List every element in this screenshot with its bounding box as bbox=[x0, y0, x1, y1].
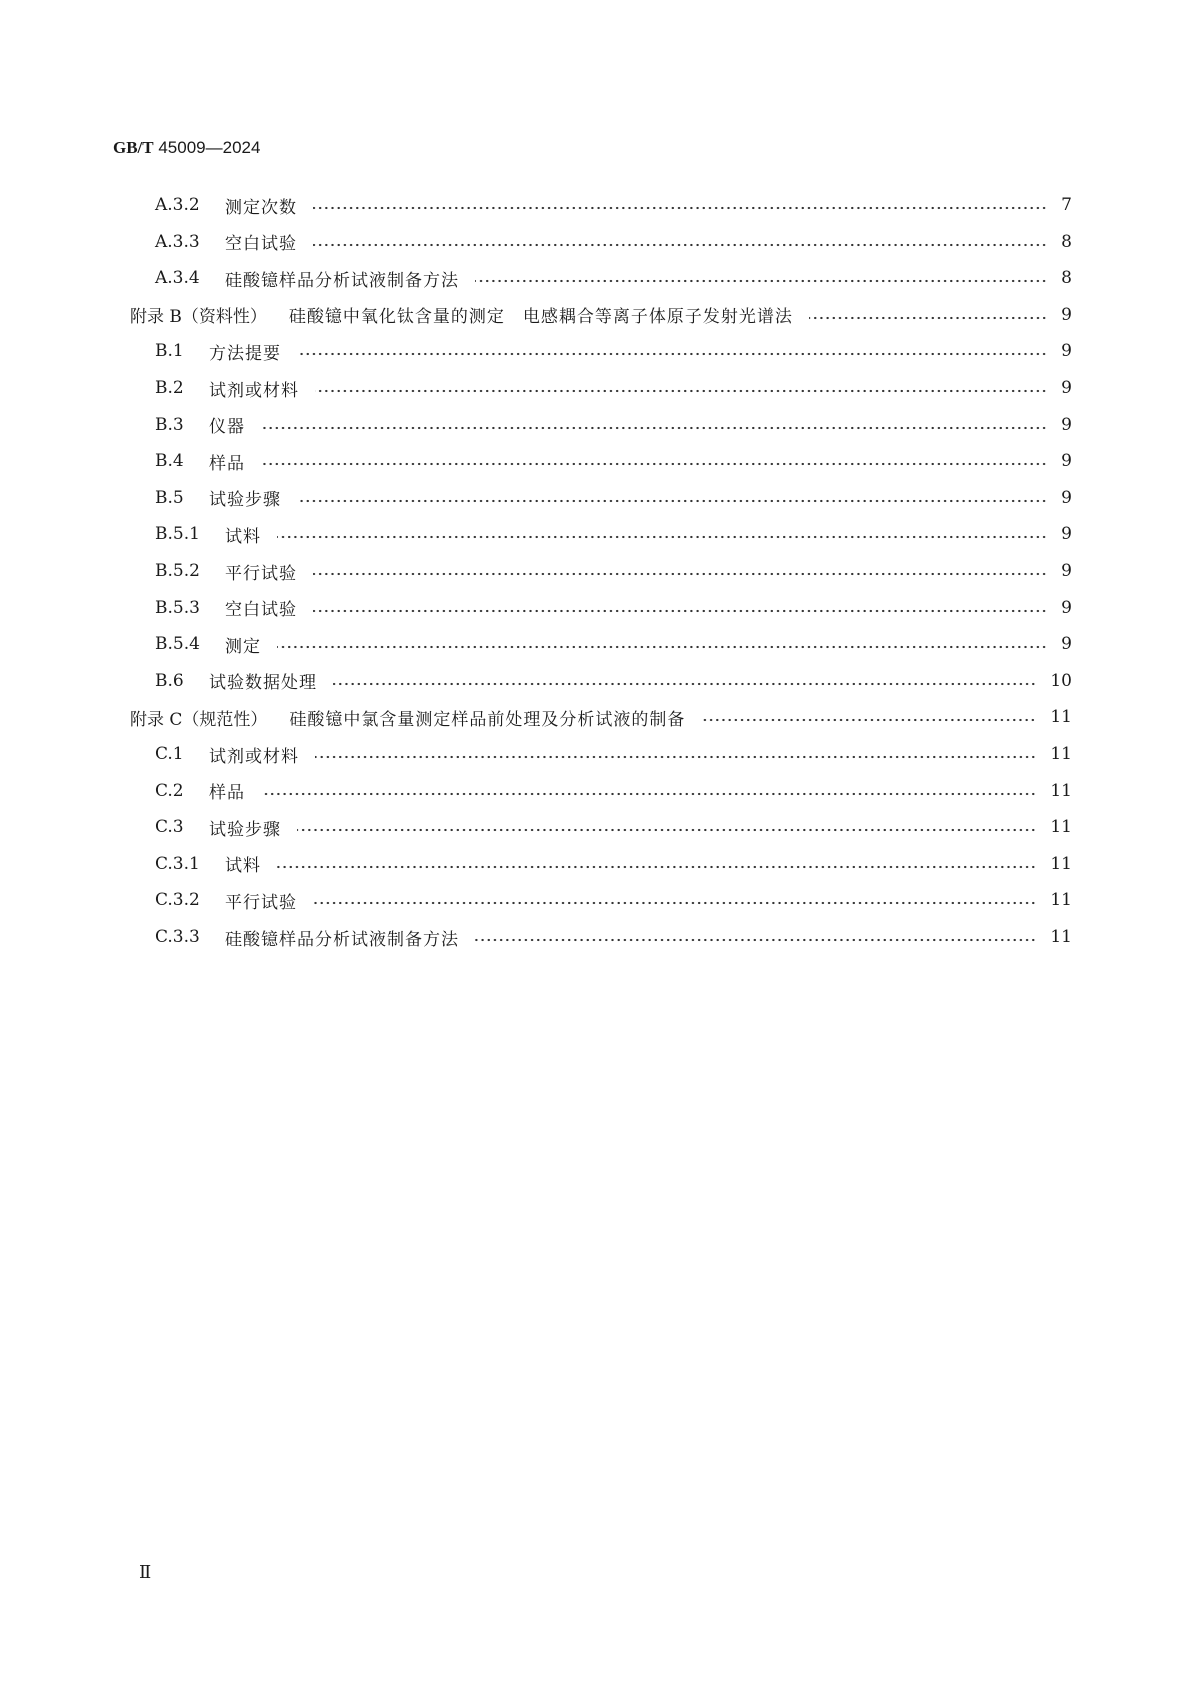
toc-entry-title: 平行试验 bbox=[225, 563, 297, 584]
toc-entry-page: 11 bbox=[1050, 853, 1072, 874]
toc-entry-page: 11 bbox=[1050, 927, 1072, 947]
dot-leader bbox=[475, 279, 1047, 283]
toc-entry-number: C.3.3 bbox=[155, 927, 200, 947]
toc-entry-number: A.3.3 bbox=[155, 231, 200, 252]
toc-entry[interactable] bbox=[155, 739, 1072, 769]
toc-entry-page: 8 bbox=[1061, 231, 1072, 252]
toc-entry[interactable] bbox=[155, 190, 1072, 220]
toc-entry-title: 试剂或材料 bbox=[209, 380, 299, 401]
dot-leader bbox=[313, 572, 1047, 576]
dot-leader bbox=[277, 535, 1047, 539]
dot-leader bbox=[313, 901, 1036, 905]
toc-entry-page: 9 bbox=[1061, 597, 1072, 618]
toc-entry-title: 试验步骤 bbox=[209, 490, 281, 511]
toc-entry[interactable] bbox=[155, 629, 1072, 659]
toc-entry-number: B.5.3 bbox=[155, 597, 200, 618]
toc-entry-number: 附录 C（规范性） bbox=[130, 709, 268, 730]
toc-entry-number: B.5.1 bbox=[155, 524, 200, 545]
toc-entry-number: B.2 bbox=[155, 378, 184, 398]
dot-leader bbox=[297, 828, 1036, 832]
toc-entry[interactable] bbox=[155, 556, 1072, 586]
toc-entry[interactable] bbox=[130, 702, 1072, 732]
toc-entry-number: C.2 bbox=[155, 780, 184, 801]
toc-entry-number: B.3 bbox=[155, 414, 184, 435]
toc-entry[interactable] bbox=[155, 336, 1072, 366]
dot-leader bbox=[261, 462, 1047, 466]
toc-entry-page: 11 bbox=[1050, 817, 1072, 838]
toc-entry-title: 平行试验 bbox=[225, 892, 297, 913]
toc-entry-page: 9 bbox=[1061, 487, 1072, 508]
toc-entry-title: 样品 bbox=[209, 453, 245, 474]
toc-entry-number: C.3.2 bbox=[155, 890, 200, 911]
toc-entry[interactable] bbox=[155, 263, 1072, 293]
toc-entry[interactable] bbox=[155, 812, 1072, 842]
toc-entry-page: 11 bbox=[1050, 780, 1072, 801]
toc-entry-number: B.1 bbox=[155, 341, 184, 362]
toc-entry[interactable] bbox=[155, 519, 1072, 549]
toc-entry-number: B.5 bbox=[155, 487, 184, 508]
dot-leader bbox=[315, 755, 1036, 759]
toc-entry[interactable] bbox=[155, 849, 1072, 879]
toc-entry-page: 9 bbox=[1061, 451, 1072, 472]
toc-entry-title: 方法提要 bbox=[209, 343, 281, 364]
toc-entry-title: 仪器 bbox=[209, 417, 245, 438]
dot-leader bbox=[333, 682, 1036, 686]
dot-leader bbox=[313, 609, 1047, 613]
toc-entry-number: C.3 bbox=[155, 817, 184, 838]
toc-entry-title: 硅酸镱样品分析试液制备方法 bbox=[225, 270, 459, 291]
toc-entry-title: 空白试验 bbox=[225, 234, 297, 255]
dot-leader bbox=[277, 865, 1036, 869]
dot-leader bbox=[297, 352, 1047, 356]
toc-entry-title: 试料 bbox=[225, 856, 261, 877]
toc-entry[interactable] bbox=[155, 446, 1072, 476]
document-header bbox=[113, 138, 260, 158]
toc-entry-page: 9 bbox=[1061, 304, 1072, 325]
toc-entry[interactable] bbox=[155, 885, 1072, 915]
toc-entry-number: B.4 bbox=[155, 451, 184, 472]
toc-entry-number: B.5.2 bbox=[155, 561, 200, 581]
toc-entry[interactable] bbox=[155, 593, 1072, 623]
dot-leader bbox=[313, 243, 1047, 247]
toc-entry[interactable] bbox=[155, 227, 1072, 257]
standard-number: 45009—2024 bbox=[153, 138, 261, 157]
toc-entry-page: 9 bbox=[1061, 634, 1072, 655]
toc-entry-page: 8 bbox=[1061, 268, 1072, 289]
toc-entry-title: 硅酸镱中氯含量测定样品前处理及分析试液的制备 bbox=[289, 709, 686, 730]
toc-entry-page: 9 bbox=[1061, 378, 1072, 398]
dot-leader bbox=[261, 792, 1036, 796]
toc-entry-title: 试验步骤 bbox=[209, 819, 281, 840]
toc-entry-title: 试料 bbox=[225, 526, 261, 547]
toc-entry-page: 9 bbox=[1061, 561, 1072, 581]
toc-entry-title: 硅酸镱样品分析试液制备方法 bbox=[225, 929, 459, 950]
toc-entry-page: 11 bbox=[1050, 707, 1072, 728]
toc-entry-page: 9 bbox=[1061, 524, 1072, 545]
toc-entry[interactable] bbox=[155, 410, 1072, 440]
toc-entry-title: 试验数据处理 bbox=[209, 673, 317, 694]
dot-leader bbox=[701, 718, 1036, 722]
toc-entry-title: 试剂或材料 bbox=[209, 746, 299, 767]
toc-entry-title: 空白试验 bbox=[225, 600, 297, 621]
standard-prefix: GB/T bbox=[113, 138, 154, 157]
toc-entry[interactable] bbox=[155, 483, 1072, 513]
toc-entry-number: 附录 B（资料性） bbox=[130, 307, 267, 328]
dot-leader bbox=[809, 316, 1047, 320]
toc-entry-page: 9 bbox=[1061, 414, 1072, 435]
toc-entry[interactable] bbox=[155, 922, 1072, 952]
dot-leader bbox=[475, 938, 1036, 942]
toc-entry-title: 测定 bbox=[225, 636, 261, 657]
toc-entry-number: C.1 bbox=[155, 744, 184, 764]
dot-leader bbox=[315, 389, 1047, 393]
toc-entry-title: 硅酸镱中氧化钛含量的测定 电感耦合等离子体原子发射光谱法 bbox=[288, 307, 793, 328]
toc-entry-number: C.3.1 bbox=[155, 853, 200, 874]
dot-leader bbox=[297, 499, 1047, 503]
toc-entry[interactable] bbox=[155, 666, 1072, 696]
toc-entry-title: 测定次数 bbox=[225, 197, 297, 218]
toc-entry-page: 7 bbox=[1061, 195, 1072, 215]
page-number: Ⅱ bbox=[139, 1562, 152, 1583]
toc-entry-number: A.3.4 bbox=[155, 268, 200, 289]
dot-leader bbox=[261, 426, 1047, 430]
toc-entry[interactable] bbox=[130, 300, 1072, 330]
toc-entry-page: 11 bbox=[1050, 890, 1072, 911]
dot-leader bbox=[277, 645, 1047, 649]
toc-entry[interactable] bbox=[155, 373, 1072, 403]
toc-entry-title: 样品 bbox=[209, 783, 245, 804]
toc-entry-number: A.3.2 bbox=[155, 195, 200, 215]
toc-entry-number: B.5.4 bbox=[155, 634, 200, 655]
toc-entry-page: 9 bbox=[1061, 341, 1072, 362]
toc-entry-number: B.6 bbox=[155, 670, 184, 691]
toc-entry-page: 11 bbox=[1050, 744, 1072, 764]
toc-entry[interactable] bbox=[155, 776, 1072, 806]
toc-entry-page: 10 bbox=[1050, 670, 1072, 691]
dot-leader bbox=[313, 206, 1047, 210]
